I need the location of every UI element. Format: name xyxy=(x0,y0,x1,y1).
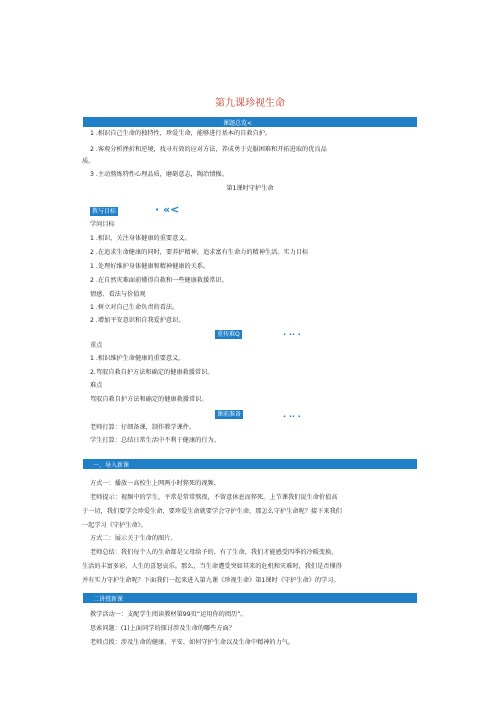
key-line: 2.驾驭自救自护方法和确定的健康救援常识。 xyxy=(90,369,214,376)
prep-line: 老师打算：仔细备课，制作教学课件。 xyxy=(90,424,196,431)
key-line: 1 .相识维护生命健康的重要意义。 xyxy=(90,355,185,362)
intro-paragraph: 一起学习《守护生命》。 xyxy=(82,522,147,529)
intro-paragraph: 生活的丰富多彩、人生的喜怒哀乐。那么，当生命遭受突如其来的危机和灾难时，我们是否懂得 xyxy=(82,563,342,570)
tag-decoration: · ·· · xyxy=(283,330,301,339)
emotion-line: 2 .增加平安意识和自我爱护意识。 xyxy=(90,317,185,324)
new-lesson-paragraph: 教学活动一：支配学生阅读教材第99页“运用你的阅历”。 xyxy=(90,611,247,618)
learn-goal-heading: 学问目标 xyxy=(90,221,115,228)
intro-paragraph: 方式一：播放一高校生上网两小时猝死的视频。 xyxy=(90,480,220,487)
new-lesson-banner xyxy=(83,593,417,603)
lesson-title: 第九课珍视生命 xyxy=(215,98,285,109)
emotion-heading: 情感、看法与价值观 xyxy=(90,291,146,298)
new-lesson-paragraph: 老师点拨：涉及生命的健康、平安、如何守护生命以及生命中精神的力气。 xyxy=(90,639,295,646)
emotion-line: 1 .树立对自己生命负责的看法。 xyxy=(90,304,179,311)
objective-line: 1 .相识自己生命的独特性，珍爱生命，能够进行基本的自救自护。 xyxy=(90,130,272,137)
new-lesson-paragraph: 思索问题：(1)上面同学的探讨涉及生命的哪些方面？ xyxy=(90,625,235,632)
intro-paragraph: 于一切，我们要学会珍爱生命，要珍爱生命就要学会守护生命，那怎么守护生命呢？接下来我们 xyxy=(82,508,342,515)
objective-line: 2 .客观分析挫折和逆境，找寻有效的应对方法，养成勇于克服困难和开拓进取的优良品 xyxy=(90,146,327,153)
section-title: 第1课时守护生命 xyxy=(226,185,274,192)
teaching-goal-tag: 教与目标 xyxy=(92,208,117,215)
intro-paragraph: 老师提示：视频中的学生，平常是常常熬夜，不留意休息而猝死。上节课我们说生命价值高 xyxy=(90,494,338,501)
learn-goal-line: 2 .在追求生命健康的同时，要养护精神，追求富有生命力的精神生活。实力目标 xyxy=(90,249,309,256)
tag-decoration: · «< xyxy=(155,203,180,216)
difficulty-line: 驾驭自救自护方法和确定的健康救援常识。 xyxy=(90,396,208,403)
overview-banner-label: 课题总览< xyxy=(223,120,253,127)
key-difficulty-tag: 重抟难Q xyxy=(217,331,240,338)
intro-paragraph: 老师总结：我们每个人的生命都是父母给予的，有了生命，我们才能感受四季的冷暖变换、 xyxy=(90,549,338,556)
intro-paragraph: 方式二：展示关于生命的图片。 xyxy=(90,535,177,542)
new-lesson-banner-label: 二讲授新课 xyxy=(93,596,124,603)
preparation-tag: 课前准备 xyxy=(217,411,242,418)
intro-banner-label: 一、导入新课 xyxy=(93,462,130,469)
learn-goal-line: 1 .相识、关注身体健康的重要意义。 xyxy=(90,235,191,242)
objective-line: 质。 xyxy=(82,158,95,165)
learn-goal-line: 1 .处理好维护身体健康和精神健康的关系。 xyxy=(90,263,210,270)
difficulty-heading: 难点 xyxy=(90,382,103,389)
prep-line: 学生打算：总结日常生活中不利于健康的行为。 xyxy=(90,437,220,444)
overview-banner xyxy=(83,117,417,127)
key-heading: 重点 xyxy=(90,342,103,349)
learn-goal-line: 2 .在自然灾难面前懂得自救和一些健康救援常识。 xyxy=(90,277,228,284)
tag-decoration: · ·· · xyxy=(283,412,301,421)
intro-banner xyxy=(83,459,417,469)
intro-paragraph: 并有实力守护生命呢？下面我们一起来进入第九课《珍视生命》第1课时《守护生命》的学习。 xyxy=(82,577,340,584)
objective-line: 3 .主动熬炼特性心理品质，磨砺意志，陶冶情操。 xyxy=(90,171,228,178)
